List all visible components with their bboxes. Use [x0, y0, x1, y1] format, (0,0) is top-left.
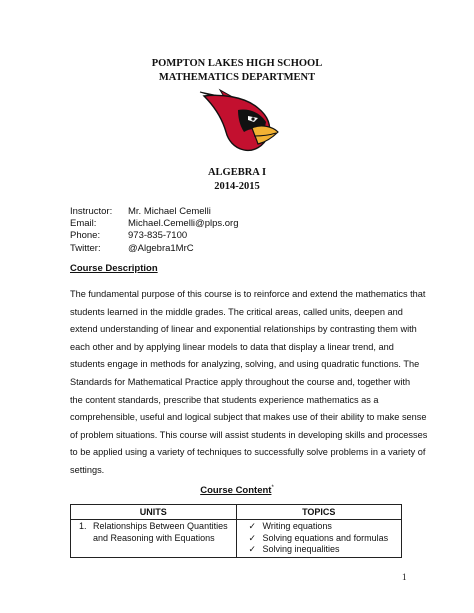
- contact-info: [70, 206, 239, 255]
- topic-item: [241, 544, 398, 556]
- checkmark-icon: ✓: [248, 521, 257, 531]
- units-header: UNITS: [71, 505, 237, 520]
- description-line: extend understanding of linear and exponential relationships by contrasting them with: [70, 324, 417, 335]
- description-line: each other and by applying linear models to data that display a linear trend, and: [70, 341, 394, 352]
- checkmark-icon: ✓: [248, 532, 257, 543]
- contact-row-twitter: [70, 243, 239, 255]
- topic-label: Solving equations and formulas: [262, 532, 389, 543]
- course-content-title: Course Content: [200, 485, 272, 497]
- course-name: ALGEBRA I: [207, 167, 267, 178]
- course-content-heading: [0, 485, 474, 496]
- contact-row-instructor: [70, 206, 239, 218]
- description-line: comprehensible, useful and logical subject that makes use of their ability to make sense: [70, 412, 427, 423]
- contact-label: Email:: [70, 218, 97, 230]
- topic-label: Writing equations: [262, 521, 332, 531]
- unit-title-line: and Reasoning with Equations: [93, 532, 215, 543]
- contact-row-email: [70, 218, 239, 230]
- course-description-text: [70, 286, 428, 480]
- document-header: [0, 57, 474, 85]
- topic-label: Solving inequalities: [262, 544, 340, 554]
- table-row: [71, 520, 402, 558]
- description-line: of problem situations. This course will assist students in developing skills and processes: [70, 429, 428, 440]
- course-description-heading: Course Description: [70, 263, 158, 274]
- topics-header: TOPICS: [236, 505, 402, 520]
- checkmark-icon: ✓: [248, 544, 257, 554]
- topic-item: [241, 521, 398, 533]
- contact-value: Mr. Michael Cemelli: [128, 206, 211, 217]
- contact-label: Instructor:: [70, 206, 113, 217]
- page-number: 1: [402, 572, 407, 582]
- school-name: POMPTON LAKES HIGH SCHOOL: [151, 58, 323, 69]
- description-line: students engage in methods for analyzing, solving, and using quadratic functions. The: [70, 359, 420, 370]
- contact-label: Phone:: [70, 230, 101, 242]
- course-content-table: [70, 504, 402, 558]
- description-line: the content standards, prescribe that students experience mathematics as a: [70, 394, 379, 405]
- unit-item: [75, 521, 232, 544]
- description-line: The fundamental purpose of this course is to reinforce and extend the mathematics that: [70, 289, 426, 299]
- unit-title-line: Relationships Between Quantities: [93, 521, 228, 531]
- unit-cell: [71, 520, 237, 558]
- contact-value: 973-835-7100: [128, 230, 188, 242]
- description-line: to be applied using a variety of techniques to successfully solve problems in a variety of: [70, 447, 426, 458]
- table-header-row: [71, 505, 402, 520]
- topics-cell: [236, 520, 402, 558]
- description-line: Standards for Mathematical Practice apply throughout the course and, together with: [70, 376, 411, 387]
- description-line: settings.: [70, 464, 105, 475]
- contact-value: Michael.Cemelli@plps.org: [128, 218, 239, 230]
- description-line: students learned in the middle grades. The critical areas, called units, deepen and: [70, 306, 403, 317]
- footnote-marker: *: [271, 485, 274, 491]
- cardinal-logo-icon: [198, 88, 280, 154]
- contact-row-phone: [70, 230, 239, 242]
- topic-item: [241, 533, 398, 545]
- department-name: MATHEMATICS DEPARTMENT: [158, 72, 316, 83]
- unit-number: 1.: [79, 521, 87, 531]
- course-year: 2014-2015: [214, 181, 260, 192]
- contact-label: Twitter:: [70, 242, 101, 254]
- course-title: [0, 166, 474, 194]
- contact-value: @Algebra1MrC: [128, 242, 194, 254]
